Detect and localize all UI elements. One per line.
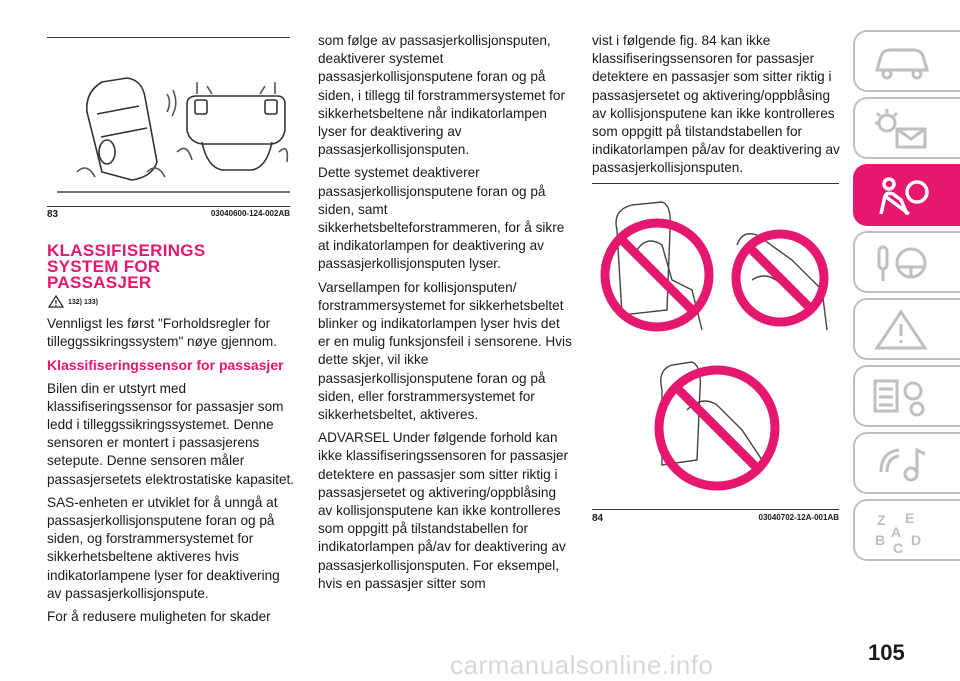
figure-84-number: 84 xyxy=(592,513,604,524)
figure-83-code: 03040600-124-002AB xyxy=(210,209,290,218)
left-column-text xyxy=(47,315,297,631)
paragraph-mid-4: ADVARSEL Under følgende forhold kan ikke klassifiseringssensoren for passasjer detektere en passasjer som sitter riktig i passasjersetet og aktivering/oppblåsing av kollisjonsputene kan ikke kontrolleres som oppgitt på tilstandstabellen for indikatorlampen på/av for deaktivering av passasjerkollisjonsputen. For eksempel, hvis en passasjer sitter som xyxy=(318,430,569,591)
paragraph-1: Bilen din er utstyrt med klassifiseringssensor for passasjer som ledd i tilleggssikringssystemet. Denne sensoren er montert i passasjerens setepute. Denne sensoren måler passasjersetets elektrostatiske kapasitet. xyxy=(47,380,295,487)
svg-text:B: B xyxy=(875,532,886,548)
tab-index[interactable] xyxy=(853,499,960,561)
tab-safety[interactable] xyxy=(853,164,960,226)
svg-text:!: ! xyxy=(54,299,58,308)
middle-column-text xyxy=(318,32,573,598)
paragraph-mid-1: som følge av passasjerkollisjonsputen, deaktiverer systemet passasjerkollisjonsputene foran og på siden, i tillegg til forstrammersystemet for sikkerhetsbeltene når indikatorlampen lyser for deaktivering av passasjerkollisjonsputen. xyxy=(318,33,566,158)
warning-lights-icon xyxy=(871,107,931,151)
paragraph-mid-2: Dette systemet deaktiverer passasjerkollisjonsputene foran og på siden, samt sikkerhetsbelteforstrammeren, for å sikre at indikatorlampen for deaktivering av passasjerkollisjonsputen lyser. xyxy=(318,165,565,272)
paragraph-3-start: For å redusere muligheten for skader xyxy=(47,609,271,625)
warning-triangle-icon xyxy=(48,295,64,313)
media-icon xyxy=(871,442,931,486)
intro-paragraph: Vennligst les først "Forholdsregler for tilleggssikringssystem" nøye gjennom. xyxy=(47,316,277,350)
figure-83-number: 83 xyxy=(47,209,59,220)
road-warning-icon xyxy=(871,308,931,352)
figure-84 xyxy=(592,190,839,505)
paragraph-right-1: vist i følgende fig. 84 kan ikke klassifiseringssensoren for passasjer detektere en passasjer som sitter riktig i passasjersetet og aktivering/oppblåsing av kollisjonsputene kan ikke kontrolleres som oppgitt på tilstandstabellen for indikatorlampen på/av for deaktivering av passasjerkollisjonsputen. xyxy=(592,33,840,176)
tab-warning-lights[interactable] xyxy=(853,97,960,159)
tab-emergency[interactable] xyxy=(853,298,960,360)
svg-text:C: C xyxy=(893,540,904,553)
watermark: carmanualsonline.info xyxy=(450,650,714,680)
svg-text:E: E xyxy=(905,510,915,526)
paragraph-mid-3: Varsellampen for kollisjonsputen/ forstrammersystemet for sikkerhetsbeltet blinker og indikatorlampen lyser hvis det er en mulig funksjonsfeil i sensorene. Hvis dette skjer, vil ikke passasjerkollisjonsputene foran og på siden, eller forstrammersystemet for sikkerhetsbeltet, aktiveres. xyxy=(318,279,572,423)
note-references: 132) 133) xyxy=(68,299,98,306)
right-column-text xyxy=(592,32,842,183)
airbag-seat-icon xyxy=(871,174,931,218)
index-letters-icon xyxy=(871,509,931,553)
subheading: Klassifiseringssensor for passasjer xyxy=(47,357,284,374)
svg-text:D: D xyxy=(911,532,922,548)
svg-text:Z: Z xyxy=(877,512,886,528)
figure-84-code: 03040702-12A-001AB xyxy=(758,513,839,522)
section-title: KLASSIFISERINGS SYSTEM FOR PASSASJER xyxy=(47,241,206,292)
key-steering-wheel-icon xyxy=(871,241,931,285)
svg-text:A: A xyxy=(891,524,902,540)
figure-83 xyxy=(47,42,290,202)
car-rollover-illustration xyxy=(47,42,290,202)
tab-maintenance[interactable] xyxy=(853,365,960,427)
car-icon xyxy=(871,40,931,84)
page-number: 105 xyxy=(868,640,905,665)
maintenance-icon xyxy=(871,375,931,419)
incorrect-seating-illustration xyxy=(592,190,839,505)
tab-car[interactable] xyxy=(853,30,960,92)
tab-starting-driving[interactable] xyxy=(853,231,960,293)
paragraph-2: SAS-enheten er utviklet for å unngå at passasjerkollisjonsputene foran og på siden, og forstrammersystemet for sikkerhetsbeltene aktiveres hvis indikatorlampene lyser for deaktivering av passasjerkollisjonspute. xyxy=(47,494,280,601)
tab-multimedia[interactable] xyxy=(853,432,960,494)
